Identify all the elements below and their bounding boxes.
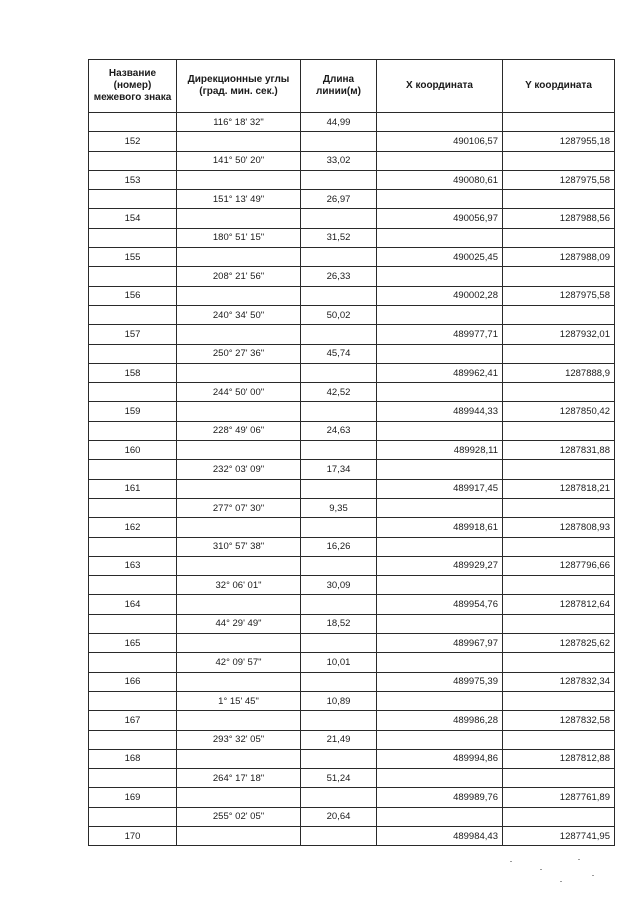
cell-line-length — [301, 132, 377, 151]
cell-point-name: 169 — [89, 788, 177, 807]
cell-direction-angle — [177, 672, 301, 691]
cell-line-length: 18,52 — [301, 614, 377, 633]
cell-point-name: 152 — [89, 132, 177, 151]
cell-x-coordinate — [377, 576, 503, 595]
cell-y-coordinate — [503, 498, 615, 517]
cell-point-name — [89, 614, 177, 633]
cell-y-coordinate — [503, 691, 615, 710]
table-row — [89, 498, 615, 517]
cell-direction-angle — [177, 479, 301, 498]
cell-point-name: 154 — [89, 209, 177, 228]
cell-direction-angle — [177, 363, 301, 382]
cell-direction-angle: 180° 51' 15" — [177, 228, 301, 247]
cell-line-length — [301, 170, 377, 189]
table-row — [89, 595, 615, 614]
table-row — [89, 691, 615, 710]
cell-point-name: 170 — [89, 826, 177, 845]
cell-point-name: 156 — [89, 286, 177, 305]
cell-y-coordinate: 1287812,88 — [503, 749, 615, 768]
cell-x-coordinate — [377, 498, 503, 517]
cell-direction-angle: 151° 13' 49" — [177, 190, 301, 209]
cell-direction-angle: 310° 57' 38" — [177, 537, 301, 556]
cell-y-coordinate — [503, 730, 615, 749]
table-row — [89, 170, 615, 189]
cell-point-name — [89, 653, 177, 672]
cell-point-name: 157 — [89, 325, 177, 344]
cell-y-coordinate — [503, 421, 615, 440]
cell-line-length: 33,02 — [301, 151, 377, 170]
cell-y-coordinate: 1287888,9 — [503, 363, 615, 382]
cell-direction-angle: 228° 49' 06" — [177, 421, 301, 440]
cell-point-name — [89, 730, 177, 749]
cell-direction-angle — [177, 286, 301, 305]
cell-y-coordinate: 1287825,62 — [503, 634, 615, 653]
cell-y-coordinate: 1287808,93 — [503, 518, 615, 537]
cell-line-length: 16,26 — [301, 537, 377, 556]
cell-line-length: 24,63 — [301, 421, 377, 440]
cell-y-coordinate — [503, 576, 615, 595]
cell-direction-angle — [177, 402, 301, 421]
cell-line-length — [301, 826, 377, 845]
cell-direction-angle — [177, 749, 301, 768]
table-row — [89, 325, 615, 344]
cell-line-length — [301, 634, 377, 653]
cell-y-coordinate: 1287832,34 — [503, 672, 615, 691]
cell-y-coordinate: 1287975,58 — [503, 286, 615, 305]
cell-direction-angle: 42° 09' 57" — [177, 653, 301, 672]
cell-direction-angle — [177, 595, 301, 614]
cell-line-length — [301, 595, 377, 614]
cell-line-length: 30,09 — [301, 576, 377, 595]
cell-direction-angle — [177, 170, 301, 189]
cell-direction-angle: 141° 50' 20" — [177, 151, 301, 170]
cell-direction-angle: 116° 18' 32" — [177, 113, 301, 132]
table-row — [89, 441, 615, 460]
cell-point-name — [89, 691, 177, 710]
cell-line-length — [301, 518, 377, 537]
header-y: Y координата — [503, 60, 615, 113]
cell-x-coordinate: 489954,76 — [377, 595, 503, 614]
cell-x-coordinate: 489944,33 — [377, 402, 503, 421]
header-length: Длина линии(м) — [301, 60, 377, 113]
cell-x-coordinate: 490056,97 — [377, 209, 503, 228]
table-row — [89, 267, 615, 286]
cell-line-length: 31,52 — [301, 228, 377, 247]
cell-y-coordinate: 1287761,89 — [503, 788, 615, 807]
table-row — [89, 402, 615, 421]
cell-direction-angle — [177, 132, 301, 151]
cell-direction-angle: 250° 27' 36" — [177, 344, 301, 363]
cell-x-coordinate — [377, 267, 503, 286]
cell-x-coordinate — [377, 344, 503, 363]
cell-y-coordinate — [503, 267, 615, 286]
cell-direction-angle: 264° 17' 18" — [177, 769, 301, 788]
table-row — [89, 672, 615, 691]
table-row — [89, 151, 615, 170]
cell-line-length: 17,34 — [301, 460, 377, 479]
cell-line-length: 10,01 — [301, 653, 377, 672]
cell-point-name: 158 — [89, 363, 177, 382]
table-row — [89, 286, 615, 305]
cell-y-coordinate: 1287988,56 — [503, 209, 615, 228]
cell-point-name: 164 — [89, 595, 177, 614]
cell-line-length: 44,99 — [301, 113, 377, 132]
header-name: Название (номер) межевого знака — [89, 60, 177, 113]
cell-x-coordinate: 489977,71 — [377, 325, 503, 344]
cell-point-name — [89, 421, 177, 440]
cell-x-coordinate: 489986,28 — [377, 711, 503, 730]
cell-line-length: 10,89 — [301, 691, 377, 710]
table-row — [89, 807, 615, 826]
table-row — [89, 711, 615, 730]
cell-line-length — [301, 711, 377, 730]
cell-y-coordinate — [503, 653, 615, 672]
cell-point-name — [89, 498, 177, 517]
cell-point-name — [89, 228, 177, 247]
cell-x-coordinate — [377, 653, 503, 672]
cell-direction-angle — [177, 325, 301, 344]
table-row — [89, 383, 615, 402]
cell-x-coordinate: 489989,76 — [377, 788, 503, 807]
cell-direction-angle — [177, 248, 301, 267]
cell-line-length: 42,52 — [301, 383, 377, 402]
cell-x-coordinate: 490080,61 — [377, 170, 503, 189]
cell-line-length — [301, 248, 377, 267]
table-row — [89, 344, 615, 363]
table-body — [89, 113, 615, 846]
cell-x-coordinate — [377, 228, 503, 247]
cell-y-coordinate — [503, 113, 615, 132]
cell-direction-angle: 1° 15' 45" — [177, 691, 301, 710]
cell-point-name — [89, 807, 177, 826]
cell-x-coordinate: 490002,28 — [377, 286, 503, 305]
cell-y-coordinate — [503, 537, 615, 556]
cell-point-name — [89, 113, 177, 132]
cell-y-coordinate — [503, 190, 615, 209]
cell-direction-angle: 293° 32' 05" — [177, 730, 301, 749]
table-row — [89, 248, 615, 267]
cell-y-coordinate — [503, 228, 615, 247]
table-row — [89, 826, 615, 845]
table-row — [89, 788, 615, 807]
cell-direction-angle — [177, 441, 301, 460]
table-row — [89, 653, 615, 672]
survey-document — [88, 59, 614, 846]
cell-y-coordinate: 1287831,88 — [503, 441, 615, 460]
table-row — [89, 769, 615, 788]
header-angle: Дирекционные углы (град. мин. сек.) — [177, 60, 301, 113]
cell-x-coordinate — [377, 730, 503, 749]
cell-line-length: 51,24 — [301, 769, 377, 788]
cell-point-name — [89, 151, 177, 170]
table-row — [89, 228, 615, 247]
cell-y-coordinate: 1287741,95 — [503, 826, 615, 845]
cell-y-coordinate — [503, 807, 615, 826]
cell-x-coordinate — [377, 807, 503, 826]
cell-direction-angle: 240° 34' 50" — [177, 305, 301, 324]
cell-point-name — [89, 769, 177, 788]
cell-y-coordinate: 1287850,42 — [503, 402, 615, 421]
cell-point-name — [89, 305, 177, 324]
cell-y-coordinate — [503, 460, 615, 479]
cell-line-length: 50,02 — [301, 305, 377, 324]
cell-x-coordinate — [377, 769, 503, 788]
cell-direction-angle — [177, 634, 301, 653]
cell-point-name — [89, 190, 177, 209]
cell-line-length — [301, 441, 377, 460]
table-row — [89, 209, 615, 228]
table-row — [89, 460, 615, 479]
cell-direction-angle: 32° 06' 01" — [177, 576, 301, 595]
cell-x-coordinate: 490106,57 — [377, 132, 503, 151]
table-row — [89, 614, 615, 633]
cell-point-name — [89, 267, 177, 286]
cell-direction-angle — [177, 711, 301, 730]
table-row — [89, 576, 615, 595]
cell-x-coordinate: 489929,27 — [377, 556, 503, 575]
cell-x-coordinate — [377, 190, 503, 209]
boundary-points-table — [88, 59, 615, 846]
cell-y-coordinate: 1287975,58 — [503, 170, 615, 189]
header-x: X координата — [377, 60, 503, 113]
cell-point-name: 153 — [89, 170, 177, 189]
cell-line-length — [301, 672, 377, 691]
table-row — [89, 190, 615, 209]
cell-y-coordinate — [503, 151, 615, 170]
cell-direction-angle: 232° 03' 09" — [177, 460, 301, 479]
cell-x-coordinate — [377, 305, 503, 324]
table-header-row — [89, 60, 615, 113]
cell-point-name: 162 — [89, 518, 177, 537]
cell-x-coordinate: 489962,41 — [377, 363, 503, 382]
cell-y-coordinate — [503, 769, 615, 788]
cell-line-length: 20,64 — [301, 807, 377, 826]
cell-point-name: 165 — [89, 634, 177, 653]
cell-point-name: 168 — [89, 749, 177, 768]
cell-line-length — [301, 209, 377, 228]
cell-line-length: 26,33 — [301, 267, 377, 286]
cell-direction-angle: 44° 29' 49" — [177, 614, 301, 633]
cell-line-length — [301, 749, 377, 768]
cell-point-name: 161 — [89, 479, 177, 498]
cell-y-coordinate: 1287796,66 — [503, 556, 615, 575]
cell-y-coordinate — [503, 344, 615, 363]
cell-point-name: 167 — [89, 711, 177, 730]
cell-point-name: 163 — [89, 556, 177, 575]
cell-point-name: 160 — [89, 441, 177, 460]
cell-direction-angle: 255° 02' 05" — [177, 807, 301, 826]
cell-y-coordinate: 1287818,21 — [503, 479, 615, 498]
table-row — [89, 113, 615, 132]
cell-y-coordinate — [503, 305, 615, 324]
cell-x-coordinate: 489918,61 — [377, 518, 503, 537]
table-row — [89, 537, 615, 556]
table-row — [89, 363, 615, 382]
cell-line-length — [301, 556, 377, 575]
table-row — [89, 479, 615, 498]
cell-point-name: 155 — [89, 248, 177, 267]
cell-y-coordinate: 1287988,09 — [503, 248, 615, 267]
table-row — [89, 634, 615, 653]
cell-x-coordinate — [377, 691, 503, 710]
cell-point-name: 159 — [89, 402, 177, 421]
cell-line-length — [301, 788, 377, 807]
cell-x-coordinate — [377, 151, 503, 170]
cell-direction-angle — [177, 788, 301, 807]
cell-x-coordinate: 489928,11 — [377, 441, 503, 460]
cell-y-coordinate — [503, 383, 615, 402]
cell-direction-angle: 208° 21' 56" — [177, 267, 301, 286]
table-row — [89, 132, 615, 151]
cell-line-length: 26,97 — [301, 190, 377, 209]
cell-direction-angle — [177, 556, 301, 575]
cell-x-coordinate — [377, 113, 503, 132]
cell-point-name — [89, 537, 177, 556]
cell-direction-angle: 277° 07' 30" — [177, 498, 301, 517]
cell-line-length — [301, 363, 377, 382]
cell-direction-angle — [177, 518, 301, 537]
cell-x-coordinate: 489967,97 — [377, 634, 503, 653]
cell-line-length: 21,49 — [301, 730, 377, 749]
cell-point-name — [89, 344, 177, 363]
cell-y-coordinate: 1287955,18 — [503, 132, 615, 151]
table-row — [89, 305, 615, 324]
cell-line-length: 9,35 — [301, 498, 377, 517]
cell-line-length — [301, 325, 377, 344]
cell-x-coordinate: 490025,45 — [377, 248, 503, 267]
cell-line-length — [301, 479, 377, 498]
cell-point-name: 166 — [89, 672, 177, 691]
table-row — [89, 421, 615, 440]
cell-y-coordinate: 1287832,58 — [503, 711, 615, 730]
cell-point-name — [89, 460, 177, 479]
cell-x-coordinate: 489917,45 — [377, 479, 503, 498]
cell-y-coordinate: 1287932,01 — [503, 325, 615, 344]
cell-x-coordinate: 489975,39 — [377, 672, 503, 691]
cell-line-length — [301, 402, 377, 421]
cell-point-name — [89, 383, 177, 402]
cell-direction-angle: 244° 50' 00" — [177, 383, 301, 402]
cell-line-length — [301, 286, 377, 305]
cell-x-coordinate — [377, 383, 503, 402]
cell-x-coordinate — [377, 421, 503, 440]
cell-x-coordinate: 489984,43 — [377, 826, 503, 845]
cell-line-length: 45,74 — [301, 344, 377, 363]
cell-direction-angle — [177, 826, 301, 845]
table-row — [89, 518, 615, 537]
cell-x-coordinate: 489994,86 — [377, 749, 503, 768]
table-row — [89, 730, 615, 749]
table-row — [89, 556, 615, 575]
scan-noise — [500, 855, 620, 895]
cell-x-coordinate — [377, 460, 503, 479]
cell-direction-angle — [177, 209, 301, 228]
cell-y-coordinate — [503, 614, 615, 633]
table-row — [89, 749, 615, 768]
cell-y-coordinate: 1287812,64 — [503, 595, 615, 614]
cell-x-coordinate — [377, 537, 503, 556]
cell-x-coordinate — [377, 614, 503, 633]
cell-point-name — [89, 576, 177, 595]
